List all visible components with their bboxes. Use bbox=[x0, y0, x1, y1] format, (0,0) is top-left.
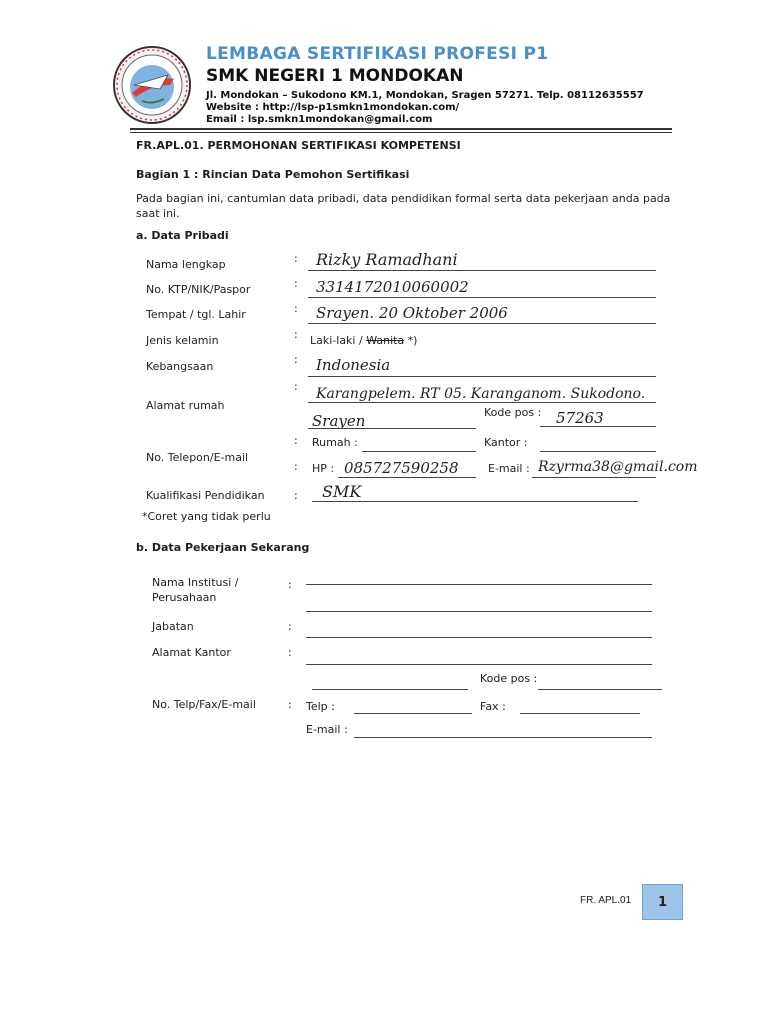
address-field-2[interactable] bbox=[308, 428, 476, 429]
id-value: 3314172010060002 bbox=[316, 278, 469, 296]
personal-heading: a. Data Pribadi bbox=[136, 229, 229, 242]
strike-note: *Coret yang tidak perlu bbox=[142, 510, 271, 523]
hp-label: HP : bbox=[312, 462, 335, 475]
gender-note-mark: *) bbox=[404, 334, 418, 347]
colon: : bbox=[294, 353, 298, 366]
hp-value: 085727590258 bbox=[344, 459, 459, 477]
colon: : bbox=[294, 328, 298, 341]
name-label: Nama lengkap bbox=[146, 258, 226, 271]
institution-label-2: Perusahaan bbox=[152, 591, 217, 604]
position-field[interactable] bbox=[306, 637, 652, 638]
address-value-line2: Srayen bbox=[312, 412, 366, 430]
fax-field[interactable] bbox=[520, 713, 640, 714]
gender-label: Jenis kelamin bbox=[146, 334, 219, 347]
education-field[interactable] bbox=[312, 501, 638, 502]
postal-value: 57263 bbox=[556, 409, 604, 427]
id-field[interactable] bbox=[308, 297, 656, 298]
nationality-label: Kebangsaan bbox=[146, 360, 214, 373]
intro-line-2: saat ini. bbox=[136, 207, 180, 220]
section-title: Bagian 1 : Rincian Data Pemohon Sertifikasi bbox=[136, 168, 410, 181]
education-value: SMK bbox=[322, 482, 362, 501]
institution-field-1[interactable] bbox=[306, 584, 652, 585]
home-phone-field[interactable] bbox=[362, 451, 476, 452]
name-value: Rizky Ramadhani bbox=[316, 250, 458, 269]
telp-field[interactable] bbox=[354, 713, 472, 714]
office-phone-field[interactable] bbox=[540, 451, 656, 452]
header-divider-thin bbox=[130, 132, 672, 133]
office-address-field-2[interactable] bbox=[312, 689, 468, 690]
fax-label: Fax : bbox=[480, 700, 506, 713]
nationality-value: Indonesia bbox=[316, 356, 391, 374]
org-email: Email : lsp.smkn1mondokan@gmail.com bbox=[206, 114, 433, 125]
address-label: Alamat rumah bbox=[146, 399, 225, 412]
colon: : bbox=[294, 252, 298, 265]
email-value: Rzyrma38@gmail.com bbox=[538, 459, 698, 475]
colon: : bbox=[294, 380, 298, 393]
work-email-field[interactable] bbox=[354, 737, 652, 738]
work-contact-label: No. Telp/Fax/E-mail bbox=[152, 698, 256, 711]
header-divider bbox=[130, 128, 672, 130]
position-label: Jabatan bbox=[152, 620, 194, 633]
gender-options bbox=[310, 334, 417, 347]
email-label: E-mail : bbox=[488, 462, 530, 475]
form-code-title: FR.APL.01. PERMOHONAN SERTIFIKASI KOMPETENSI bbox=[136, 139, 461, 152]
hp-field[interactable] bbox=[338, 477, 476, 478]
birth-label: Tempat / tgl. Lahir bbox=[146, 308, 246, 321]
telp-label: Telp : bbox=[306, 700, 335, 713]
birth-value: Srayen. 20 Oktober 2006 bbox=[316, 304, 508, 322]
lsp-logo bbox=[112, 45, 192, 125]
address-value-line1: Karangpelem. RT 05. Karanganom. Sukodono. bbox=[316, 386, 646, 402]
colon: : bbox=[288, 620, 292, 633]
footer-form-code: FR. APL.01 bbox=[580, 895, 632, 906]
colon: : bbox=[288, 578, 292, 591]
home-phone-label: Rumah : bbox=[312, 436, 358, 449]
postal-field[interactable] bbox=[540, 426, 656, 427]
colon: : bbox=[294, 302, 298, 315]
colon: : bbox=[294, 277, 298, 290]
colon: : bbox=[294, 489, 298, 502]
colon: : bbox=[288, 646, 292, 659]
page-number: 1 bbox=[642, 884, 683, 920]
work-postal-label: Kode pos : bbox=[480, 672, 538, 685]
org-address: Jl. Mondokan – Sukodono KM.1, Mondokan, Sragen 57271. Telp. 08112635557 bbox=[206, 90, 644, 101]
colon: : bbox=[294, 434, 298, 447]
org-name: LEMBAGA SERTIFIKASI PROFESI P1 bbox=[206, 44, 549, 64]
school-name: SMK NEGERI 1 MONDOKAN bbox=[206, 66, 464, 86]
nationality-field[interactable] bbox=[308, 376, 656, 377]
work-heading: b. Data Pekerjaan Sekarang bbox=[136, 541, 310, 554]
intro-line-1: Pada bagian ini, cantumlan data pribadi, data pendidikan formal serta data pekerjaan anda pada bbox=[136, 192, 671, 205]
gender-female-struck: Wanita bbox=[366, 334, 405, 347]
institution-label-1: Nama Institusi / bbox=[152, 576, 239, 589]
office-address-field-1[interactable] bbox=[306, 664, 652, 665]
colon: : bbox=[294, 460, 298, 473]
birth-field[interactable] bbox=[308, 323, 656, 324]
email-field[interactable] bbox=[532, 477, 656, 478]
work-email-label: E-mail : bbox=[306, 723, 348, 736]
office-phone-label: Kantor : bbox=[484, 436, 528, 449]
address-field-1[interactable] bbox=[308, 402, 656, 403]
name-field[interactable] bbox=[308, 270, 656, 271]
phone-email-label: No. Telepon/E-mail bbox=[146, 451, 249, 464]
id-label: No. KTP/NIK/Paspor bbox=[146, 283, 251, 296]
org-website: Website : http://lsp-p1smkn1mondokan.com/ bbox=[206, 102, 460, 113]
colon: : bbox=[288, 698, 292, 711]
institution-field-2[interactable] bbox=[306, 611, 652, 612]
gender-male: Laki-laki / bbox=[310, 334, 367, 347]
office-address-label: Alamat Kantor bbox=[152, 646, 231, 659]
postal-label: Kode pos : bbox=[484, 406, 542, 419]
education-label: Kualifikasi Pendidikan bbox=[146, 489, 265, 502]
work-postal-field[interactable] bbox=[538, 689, 662, 690]
